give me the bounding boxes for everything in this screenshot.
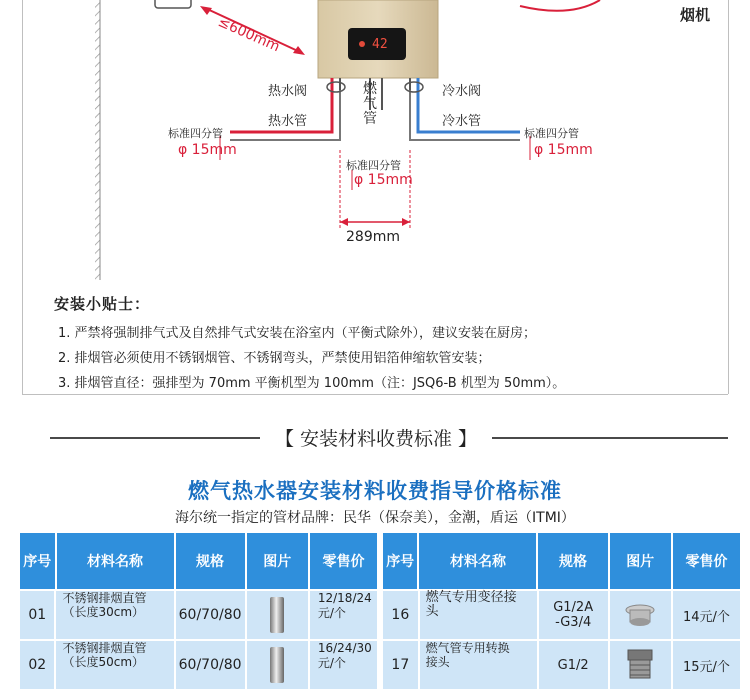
row-spec-sub: -G3/4 bbox=[555, 615, 592, 630]
row-name-sub: 头 bbox=[425, 604, 439, 619]
row-spec bbox=[539, 641, 608, 689]
row-name bbox=[56, 591, 173, 639]
section-rule-left bbox=[50, 437, 260, 439]
header-picture: 图片 bbox=[610, 533, 671, 589]
reducer-fitting-icon bbox=[620, 600, 660, 630]
header-no: 序号 bbox=[20, 533, 55, 589]
adapter-fitting-icon bbox=[620, 648, 660, 682]
tip-item: 1. 严禁将强制排气式及自然排气式安装在浴室内（平衡式除外），建议安装在厨房； bbox=[58, 326, 537, 341]
hood-label: 烟机 bbox=[680, 6, 711, 24]
row-name-main: 不锈钢排烟直管 bbox=[62, 591, 147, 605]
installation-diagram bbox=[0, 0, 750, 290]
std-pipe-left-size: φ 15mm bbox=[178, 142, 237, 158]
row-name-sub: （长度50cm） bbox=[62, 655, 145, 669]
row-name-sub: （长度30cm） bbox=[62, 605, 145, 619]
cold-pipe-label: 冷水管 bbox=[442, 114, 482, 129]
pipe-image-icon bbox=[267, 595, 287, 635]
row-price-main: 16/24/30 bbox=[317, 641, 372, 655]
table-row bbox=[20, 641, 742, 689]
row-price: 14元/个 bbox=[673, 591, 740, 639]
row-name-main: 燃气管专用转换 bbox=[425, 641, 510, 655]
row-no: 16 bbox=[383, 591, 417, 639]
row-name bbox=[420, 591, 537, 639]
row-picture bbox=[247, 641, 308, 689]
gas-pipe-char: 管 bbox=[363, 111, 377, 127]
header-spec: 规格 bbox=[176, 533, 245, 589]
distance-label: ≤600mm bbox=[215, 14, 283, 56]
row-picture bbox=[610, 591, 671, 639]
row-price-unit: 元/个 bbox=[317, 606, 346, 620]
row-no: 01 bbox=[20, 591, 54, 639]
frame-border-left bbox=[22, 0, 23, 394]
row-spec: 60/70/80 bbox=[176, 591, 245, 639]
gas-pipe-char: 燃 bbox=[363, 81, 377, 97]
pipe-image-icon bbox=[267, 645, 287, 685]
tips-title: 安装小贴士： bbox=[54, 295, 151, 313]
table-header-row bbox=[20, 533, 742, 589]
row-spec-main: G1/2 bbox=[557, 657, 589, 673]
tip-item: 2. 排烟管必须使用不锈钢烟管、不锈钢弯头，严禁使用铝箔伸缩软管安装； bbox=[58, 351, 491, 366]
gas-pipe-char: 气 bbox=[363, 96, 377, 112]
row-spec-main: G1/2A bbox=[553, 600, 594, 615]
row-name-main: 燃气专用变径接 bbox=[425, 590, 517, 605]
header-name: 材料名称 bbox=[419, 533, 536, 589]
std-pipe-right-label: 标准四分管 bbox=[524, 127, 579, 140]
section-rule-right bbox=[492, 437, 728, 439]
row-price: 15元/个 bbox=[673, 641, 740, 689]
table-row bbox=[20, 591, 742, 639]
header-price: 零售价 bbox=[673, 533, 740, 589]
std-pipe-mid-size: φ 15mm bbox=[354, 172, 413, 188]
section-title: 【 安装材料收费标准 】 bbox=[274, 428, 478, 450]
row-price-unit: 元/个 bbox=[317, 656, 346, 670]
header-no: 序号 bbox=[383, 533, 418, 589]
std-pipe-left-label: 标准四分管 bbox=[168, 127, 223, 140]
row-picture bbox=[247, 591, 308, 639]
header-picture: 图片 bbox=[247, 533, 308, 589]
width-dimension-label: 289mm bbox=[346, 229, 400, 245]
row-name bbox=[420, 641, 537, 689]
row-spec bbox=[539, 591, 608, 639]
price-table bbox=[20, 533, 742, 691]
row-spec: 60/70/80 bbox=[176, 641, 245, 689]
hot-valve-label: 热水阀 bbox=[268, 84, 308, 99]
price-title: 燃气热水器安装材料收费指导价格标准 bbox=[188, 479, 562, 503]
std-pipe-right-size: φ 15mm bbox=[534, 142, 593, 158]
header-name: 材料名称 bbox=[57, 533, 174, 589]
brand-line: 海尔统一指定的管材品牌：民华（保奈美），金潮，盾运（ITMI） bbox=[175, 510, 575, 526]
row-no: 02 bbox=[20, 641, 54, 689]
hot-pipe-label: 热水管 bbox=[268, 114, 308, 129]
display-readout: 42 bbox=[372, 37, 388, 52]
row-name-main: 不锈钢排烟直管 bbox=[62, 641, 147, 655]
cold-valve-label: 冷水阀 bbox=[442, 84, 482, 99]
row-no: 17 bbox=[383, 641, 417, 689]
row-price-main: 12/18/24 bbox=[317, 591, 372, 605]
row-price bbox=[310, 641, 377, 689]
header-price: 零售价 bbox=[310, 533, 377, 589]
row-name bbox=[56, 641, 173, 689]
row-name-sub: 接头 bbox=[425, 655, 450, 669]
header-spec: 规格 bbox=[538, 533, 607, 589]
std-pipe-mid-label: 标准四分管 bbox=[346, 159, 401, 172]
gas-pipe-label bbox=[362, 82, 378, 127]
installation-tips bbox=[34, 293, 734, 397]
row-picture bbox=[610, 641, 671, 689]
row-price bbox=[310, 591, 377, 639]
tip-item: 3. 排烟管直径：强排型为 70mm 平衡机型为 100mm（注：JSQ6-B 机型为 50mm）。 bbox=[58, 376, 566, 391]
diagram-drawing bbox=[0, 0, 750, 290]
